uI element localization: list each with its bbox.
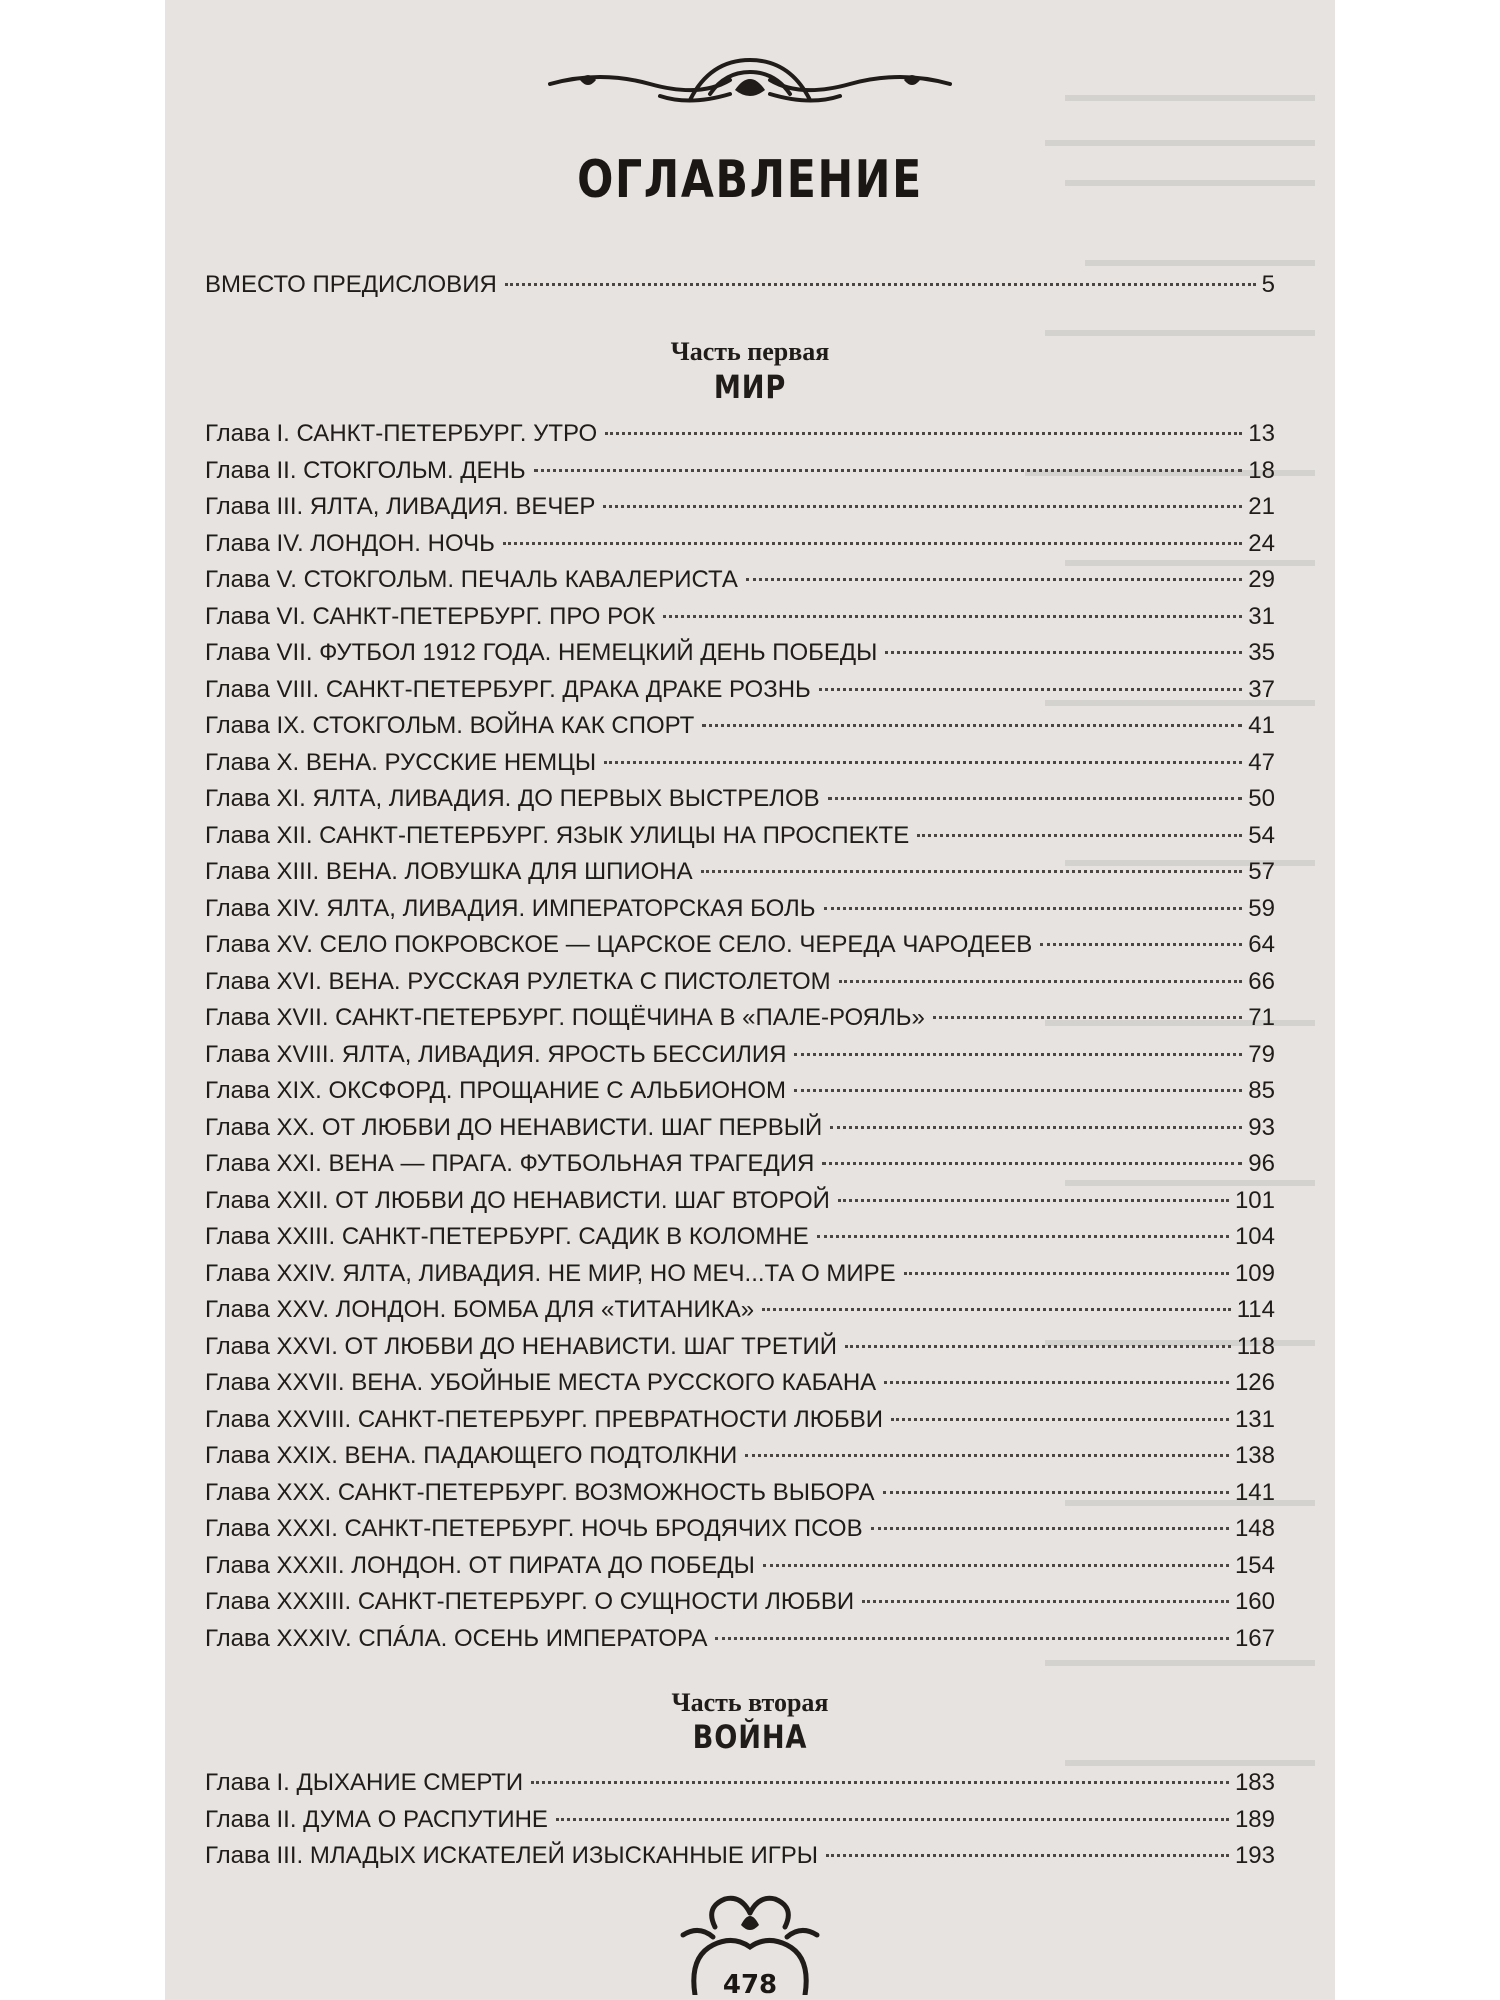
part-1-name: МИР xyxy=(713,368,787,406)
toc-entry[interactable] xyxy=(205,1441,1275,1471)
toc-entry-label: Глава XVI. ВЕНА. РУССКАЯ РУЛЕТКА С ПИСТОЛЕТОМ xyxy=(205,967,831,995)
toc-entry[interactable] xyxy=(205,967,1275,997)
part-2-label: Часть вторая xyxy=(671,1688,829,1717)
toc-entry-label: Глава XXII. ОТ ЛЮБВИ ДО НЕНАВИСТИ. ШАГ ВТОРОЙ xyxy=(205,1186,830,1214)
toc-entry[interactable] xyxy=(205,638,1275,668)
toc-entry[interactable] xyxy=(205,565,1275,595)
toc-entry[interactable] xyxy=(205,784,1275,814)
dot-leader xyxy=(826,1854,1229,1857)
toc-entry-label: Глава III. ЯЛТА, ЛИВАДИЯ. ВЕЧЕР xyxy=(205,493,596,520)
toc-entry-page: 96 xyxy=(1248,1150,1275,1177)
toc-entry[interactable] xyxy=(205,1768,1275,1798)
toc-entry-label: Глава XXVII. ВЕНА. УБОЙНЫЕ МЕСТА РУССКОГО КАБАНА xyxy=(205,1369,877,1396)
dot-leader xyxy=(884,1381,1229,1384)
toc-entry[interactable] xyxy=(205,1368,1275,1398)
toc-entry-page: 85 xyxy=(1248,1077,1275,1104)
toc-entry-label: Глава X. ВЕНА. РУССКИЕ НЕМЦЫ xyxy=(205,748,597,776)
dot-leader xyxy=(556,1818,1229,1821)
toc-entry-page: 131 xyxy=(1234,1405,1275,1433)
dot-leader xyxy=(663,615,1242,618)
dot-leader xyxy=(503,542,1242,545)
toc-entry[interactable] xyxy=(205,1624,1275,1654)
toc-entry[interactable] xyxy=(205,1222,1275,1252)
toc-entry-label: ВМЕСТО ПРЕДИСЛОВИЯ xyxy=(205,271,497,298)
toc-entry-page: 141 xyxy=(1234,1478,1275,1506)
toc-entry-page: 29 xyxy=(1248,566,1275,593)
toc-entry-label: Глава I. ДЫХАНИЕ СМЕРТИ xyxy=(205,1769,524,1796)
toc-entry-page: 189 xyxy=(1234,1805,1275,1833)
toc-entry-page: 66 xyxy=(1248,967,1275,995)
toc-entry-label: Глава XXIX. ВЕНА. ПАДАЮЩЕГО ПОДТОЛКНИ xyxy=(205,1442,738,1469)
toc-entry[interactable] xyxy=(205,894,1275,924)
toc-entry-label: Глава XIII. ВЕНА. ЛОВУШКА ДЛЯ ШПИОНА xyxy=(205,858,693,885)
dot-leader xyxy=(904,1272,1229,1275)
toc-entry-page: 118 xyxy=(1236,1332,1275,1360)
toc-entry-page: 35 xyxy=(1248,639,1275,666)
toc-entry-page: 183 xyxy=(1234,1769,1275,1796)
toc-entry-label: Глава II. СТОКГОЛЬМ. ДЕНЬ xyxy=(205,456,526,484)
dot-leader xyxy=(762,1308,1231,1311)
toc-entry-page: 154 xyxy=(1234,1551,1275,1579)
toc-entry[interactable] xyxy=(205,748,1275,778)
toc-entry-page: 148 xyxy=(1234,1515,1275,1542)
toc-entry[interactable] xyxy=(205,821,1275,851)
toc-entry[interactable] xyxy=(205,857,1275,887)
toc-entry-label: Глава VII. ФУТБОЛ 1912 ГОДА. НЕМЕЦКИЙ ДЕНЬ ПОБЕДЫ xyxy=(205,639,878,666)
toc-entry[interactable] xyxy=(205,1076,1275,1106)
toc-entry-label: Глава III. МЛАДЫХ ИСКАТЕЛЕЙ ИЗЫСКАННЫЕ ИГРЫ xyxy=(205,1842,818,1869)
toc-entry[interactable] xyxy=(205,1405,1275,1435)
toc-entry-page: 18 xyxy=(1248,456,1275,484)
toc-entry-label: Глава XV. СЕЛО ПОКРОВСКОЕ — ЦАРСКОЕ СЕЛО. ЧЕРЕДА ЧАРОДЕЕВ xyxy=(205,931,1033,958)
toc-entry[interactable] xyxy=(205,1841,1275,1871)
dot-leader xyxy=(917,834,1242,837)
dot-leader xyxy=(702,724,1242,727)
dot-leader xyxy=(862,1600,1229,1603)
toc-entry-page: 41 xyxy=(1248,712,1275,739)
toc-entry-page: 50 xyxy=(1248,785,1275,812)
toc-entry[interactable] xyxy=(205,602,1275,632)
toc-entry-page: 126 xyxy=(1234,1369,1275,1396)
toc-entry-page: 109 xyxy=(1234,1259,1275,1287)
toc-entry[interactable] xyxy=(205,1805,1275,1835)
toc-entry[interactable] xyxy=(205,1113,1275,1143)
toc-entry-label: Глава XXXII. ЛОНДОН. ОТ ПИРАТА ДО ПОБЕДЫ xyxy=(205,1551,755,1579)
toc-entry-page: 5 xyxy=(1261,271,1275,298)
toc-entry[interactable] xyxy=(205,419,1275,449)
toc-entry-label: Глава XX. ОТ ЛЮБВИ ДО НЕНАВИСТИ. ШАГ ПЕРВЫЙ xyxy=(205,1113,823,1141)
dot-leader xyxy=(746,578,1242,581)
dot-leader xyxy=(715,1637,1228,1640)
toc-entry-label: Глава XVIII. ЯЛТА, ЛИВАДИЯ. ЯРОСТЬ БЕССИЛИЯ xyxy=(205,1040,787,1068)
dot-leader xyxy=(891,1418,1229,1421)
toc-entry[interactable] xyxy=(205,529,1275,559)
dot-leader xyxy=(839,980,1243,983)
toc-entry[interactable] xyxy=(205,1478,1275,1508)
part-2-name: ВОЙНА xyxy=(692,1718,808,1756)
dot-leader xyxy=(824,907,1243,910)
toc-entry-page: 193 xyxy=(1234,1842,1275,1869)
page-title: ОГЛАВЛЕНИЕ xyxy=(577,150,923,210)
dot-leader xyxy=(817,1235,1229,1238)
toc-entry[interactable] xyxy=(205,1551,1275,1581)
dot-leader xyxy=(603,505,1242,508)
toc-entry-page: 79 xyxy=(1248,1040,1275,1068)
toc-entry[interactable] xyxy=(205,456,1275,486)
toc-entry-preface[interactable] xyxy=(205,270,1275,300)
dot-leader xyxy=(933,1016,1242,1019)
toc-entry[interactable] xyxy=(205,1149,1275,1179)
toc-entry-page: 13 xyxy=(1248,420,1275,447)
toc-entry-label: Глава XXVIII. САНКТ-ПЕТЕРБУРГ. ПРЕВРАТНОСТИ ЛЮБВИ xyxy=(205,1405,884,1433)
toc-entry[interactable] xyxy=(205,1259,1275,1289)
toc-entry-label: Глава II. ДУМА О РАСПУТИНЕ xyxy=(205,1805,548,1833)
toc-entry-page: 114 xyxy=(1236,1296,1275,1323)
toc-entry-page: 47 xyxy=(1248,748,1275,776)
toc-entry-label: Глава VI. САНКТ-ПЕТЕРБУРГ. ПРО РОК xyxy=(205,602,656,630)
toc-entry-page: 37 xyxy=(1248,675,1275,703)
toc-entry-label: Глава XVII. САНКТ-ПЕТЕРБУРГ. ПОЩЁЧИНА В «ПАЛЕ-РОЯЛЬ» xyxy=(205,1004,925,1031)
toc-entry-label: Глава XI. ЯЛТА, ЛИВАДИЯ. ДО ПЕРВЫХ ВЫСТРЕЛОВ xyxy=(205,785,820,812)
dot-leader xyxy=(845,1345,1231,1348)
toc-entry-label: Глава IX. СТОКГОЛЬМ. ВОЙНА КАК СПОРТ xyxy=(205,712,695,739)
toc-entry-label: Глава XXIV. ЯЛТА, ЛИВАДИЯ. НЕ МИР, НО МЕЧ...ТА О МИРЕ xyxy=(205,1259,896,1287)
toc-entry-page: 167 xyxy=(1234,1624,1275,1652)
toc-entry-page: 101 xyxy=(1234,1186,1275,1214)
dot-leader xyxy=(1040,943,1242,946)
dot-leader xyxy=(794,1089,1242,1092)
dot-leader xyxy=(604,761,1242,764)
toc-entry-label: Глава XXVI. ОТ ЛЮБВИ ДО НЕНАВИСТИ. ШАГ ТРЕТИЙ xyxy=(205,1332,838,1360)
toc-entry-page: 138 xyxy=(1234,1442,1275,1469)
toc-entry-page: 64 xyxy=(1248,931,1275,958)
dot-leader xyxy=(763,1564,1229,1567)
dot-leader xyxy=(819,688,1243,691)
dot-leader xyxy=(838,1199,1229,1202)
toc-entry-label: Глава XII. САНКТ-ПЕТЕРБУРГ. ЯЗЫК УЛИЦЫ НА ПРОСПЕКТЕ xyxy=(205,821,910,849)
toc-entry-page: 31 xyxy=(1248,602,1275,630)
toc-entry[interactable] xyxy=(205,930,1275,960)
toc-entry-label: Глава XXV. ЛОНДОН. БОМБА ДЛЯ «ТИТАНИКА» xyxy=(205,1296,755,1323)
page-number: 478 xyxy=(722,1970,778,2000)
toc-entry[interactable] xyxy=(205,711,1275,741)
dot-leader xyxy=(505,283,1256,286)
toc-entry-label: Глава XIV. ЯЛТА, ЛИВАДИЯ. ИМПЕРАТОРСКАЯ БОЛЬ xyxy=(205,894,816,922)
toc-entry[interactable] xyxy=(205,1295,1275,1325)
dot-leader xyxy=(794,1053,1242,1056)
toc-entry-page: 54 xyxy=(1248,821,1275,849)
dot-leader xyxy=(745,1454,1229,1457)
dot-leader xyxy=(822,1162,1242,1165)
dot-leader xyxy=(531,1781,1229,1784)
toc-entry-label: Глава V. СТОКГОЛЬМ. ПЕЧАЛЬ КАВАЛЕРИСТА xyxy=(205,566,738,593)
toc-entry[interactable] xyxy=(205,492,1275,522)
toc-entry-page: 57 xyxy=(1248,858,1275,885)
toc-entry-label: Глава VIII. САНКТ-ПЕТЕРБУРГ. ДРАКА ДРАКЕ РОЗНЬ xyxy=(205,675,811,703)
dot-leader xyxy=(885,651,1242,654)
toc-entry[interactable] xyxy=(205,1514,1275,1544)
dot-leader xyxy=(871,1527,1229,1530)
toc-entry[interactable] xyxy=(205,1040,1275,1070)
toc-entry[interactable] xyxy=(205,1587,1275,1617)
toc-entry-label: Глава XXXI. САНКТ-ПЕТЕРБУРГ. НОЧЬ БРОДЯЧИХ ПСОВ xyxy=(205,1515,863,1542)
toc-entry-label: Глава IV. ЛОНДОН. НОЧЬ xyxy=(205,529,495,557)
toc-entry-page: 104 xyxy=(1234,1223,1275,1250)
toc-entry-page: 160 xyxy=(1234,1588,1275,1615)
toc-entry-label: Глава XXIII. САНКТ-ПЕТЕРБУРГ. САДИК В КОЛОМНЕ xyxy=(205,1223,809,1250)
toc-entry-label: Глава XIX. ОКСФОРД. ПРОЩАНИЕ С АЛЬБИОНОМ xyxy=(205,1077,786,1104)
toc-entry[interactable] xyxy=(205,675,1275,705)
part-1-label: Часть первая xyxy=(670,337,830,366)
toc-entry-page: 24 xyxy=(1248,529,1275,557)
top-ornament-icon xyxy=(540,50,960,110)
toc-entry-label: Глава XXXIII. САНКТ-ПЕТЕРБУРГ. О СУЩНОСТИ ЛЮБВИ xyxy=(205,1588,855,1615)
toc-entry-label: Глава XXX. САНКТ-ПЕТЕРБУРГ. ВОЗМОЖНОСТЬ ВЫБОРА xyxy=(205,1478,875,1506)
toc-entry-label: Глава I. САНКТ-ПЕТЕРБУРГ. УТРО xyxy=(205,420,598,447)
toc-entry-page: 71 xyxy=(1248,1004,1275,1031)
toc-entry[interactable] xyxy=(205,1332,1275,1362)
toc-entry-label: Глава XXXIV. СПÁЛА. ОСЕНЬ ИМПЕРАТОРА xyxy=(205,1624,708,1652)
dot-leader xyxy=(701,870,1243,873)
toc-entry[interactable] xyxy=(205,1003,1275,1033)
dot-leader xyxy=(828,797,1243,800)
dot-leader xyxy=(883,1491,1229,1494)
toc-entry-page: 21 xyxy=(1248,493,1275,520)
dot-leader xyxy=(605,432,1242,435)
toc-entry[interactable] xyxy=(205,1186,1275,1216)
dot-leader xyxy=(830,1126,1242,1129)
dot-leader xyxy=(534,469,1243,472)
toc-entry-page: 59 xyxy=(1248,894,1275,922)
toc-entry-label: Глава XXI. ВЕНА — ПРАГА. ФУТБОЛЬНАЯ ТРАГЕДИЯ xyxy=(205,1150,815,1177)
toc-entry-page: 93 xyxy=(1248,1113,1275,1141)
